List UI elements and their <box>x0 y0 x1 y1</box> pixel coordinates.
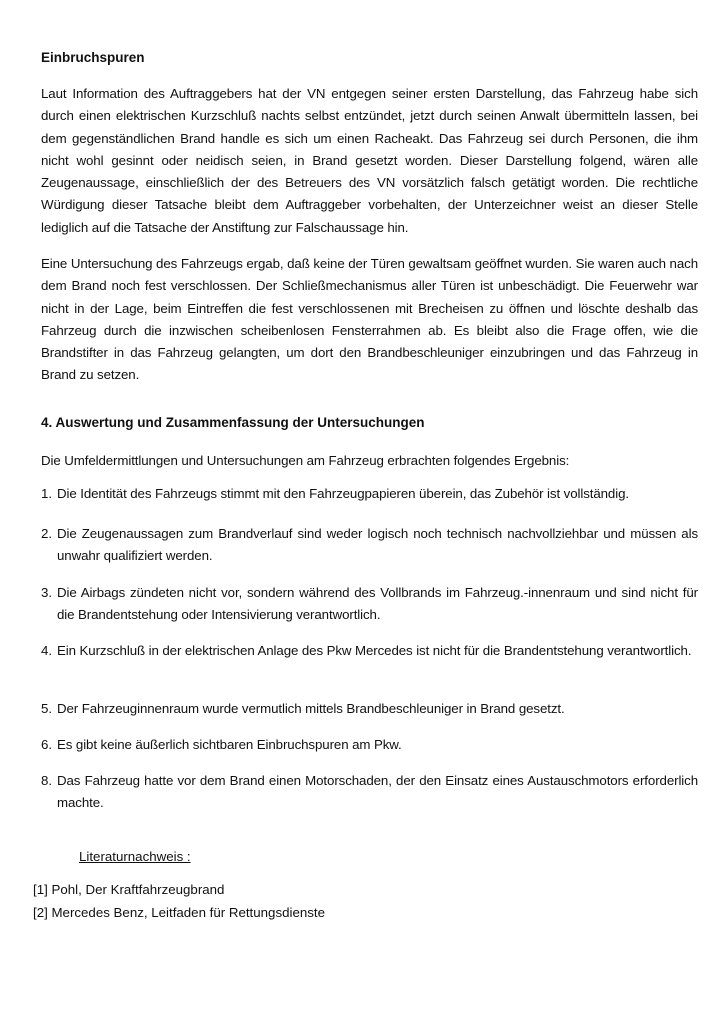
list-item <box>41 483 698 505</box>
list-item <box>41 523 698 568</box>
list-item-text: Es gibt keine äußerlich sichtbaren Einbruchspuren am Pkw. <box>57 737 402 752</box>
list-item-text: Die Airbags zündeten nicht vor, sondern während des Vollbrands im Fahrzeug.-innenraum und sind nicht für die Brandentstehung oder Intensivierung verantwortlich. <box>57 585 698 623</box>
section-heading-summary: 4. Auswertung und Zusammenfassung der Untersuchungen <box>41 415 425 430</box>
list-item-text: Der Fahrzeuginnenraum wurde vermutlich mittels Brandbeschleuniger in Brand gesetzt. <box>57 701 565 716</box>
summary-intro: Die Umfeldermittlungen und Untersuchungen am Fahrzeug erbrachten folgendes Ergebnis: <box>41 453 570 468</box>
list-item-number: 6. <box>41 737 53 752</box>
list-item-number: 2. <box>41 526 53 541</box>
list-item-number: 3. <box>41 585 53 600</box>
list-item-text: Das Fahrzeug hatte vor dem Brand einen Motorschaden, der den Einsatz eines Austauschmotors erforderlich machte. <box>57 773 698 811</box>
list-item <box>41 640 698 662</box>
literature-ref-2: [2] Mercedes Benz, Leitfaden für Rettungsdienste <box>33 905 325 920</box>
list-item-number: 8. <box>41 773 53 788</box>
list-item <box>41 734 698 756</box>
list-item-number: 5. <box>41 701 53 716</box>
list-item <box>41 582 698 627</box>
paragraph-1: Laut Information des Auftraggebers hat der VN entgegen seiner ersten Darstellung, das Fahrzeug habe sich durch einen elektrischen Kurzschluß nachts selbst entzündet, jetzt durch seinen Anwalt übermitteln lassen, bei dem gegenständlichen Brand handle es sich um einen Racheakt. Das Fahrzeug sei durch Personen, die ihm nicht wohl gesinnt oder neidisch seien, in Brand gesetzt worden. Dieser Darstellung folgend, wären alle Zeugenaussage, einschließlich der des Betreuers des VN vorsätzlich falsch getätigt worden. Die rechtliche Würdigung dieser Tatsache bleibt dem Auftraggeber vorbehalten, der Unterzeichner weist an dieser Stelle lediglich auf die Tatsache der Anstiftung zur Falschaussage hin. <box>41 86 698 235</box>
list-item-number: 1. <box>41 486 53 501</box>
literature-title: Literaturnachweis : <box>79 849 191 864</box>
list-item-text: Die Zeugenaussagen zum Brandverlauf sind weder logisch noch technisch nachvollziehbar und müssen als unwahr qualifiziert werden. <box>57 526 698 564</box>
list-item-text: Ein Kurzschluß in der elektrischen Anlage des Pkw Mercedes ist nicht für die Brandentstehung verantwortlich. <box>57 643 692 658</box>
literature-ref-1: [1] Pohl, Der Kraftfahrzeugbrand <box>33 882 225 897</box>
section-heading-einbruchspuren: Einbruchspuren <box>41 50 145 65</box>
list-item <box>41 770 698 815</box>
paragraph-2: Eine Untersuchung des Fahrzeugs ergab, daß keine der Türen gewaltsam geöffnet wurden. Sie waren auch nach dem Brand noch fest verschlossen. Der Schließmechanismus aller Türen ist unbeschädigt. Die Feuerwehr war nicht in der Lage, beim Eintreffen die fest verschlossenen mit Brecheisen zu öffnen und löschte deshalb das Fahrzeug durch die inzwischen scheibenlosen Fensterrahmen ab. Es bleibt also die Frage offen, wie die Brandstifter in das Fahrzeug gelangten, um dort den Brandbeschleuniger einzubringen und das Fahrzeug in Brand zu setzen. <box>41 256 698 383</box>
list-item-text: Die Identität des Fahrzeugs stimmt mit den Fahrzeugpapieren überein, das Zubehör ist vollständig. <box>57 486 629 501</box>
list-item <box>41 698 698 720</box>
list-item-number: 4. <box>41 643 53 658</box>
